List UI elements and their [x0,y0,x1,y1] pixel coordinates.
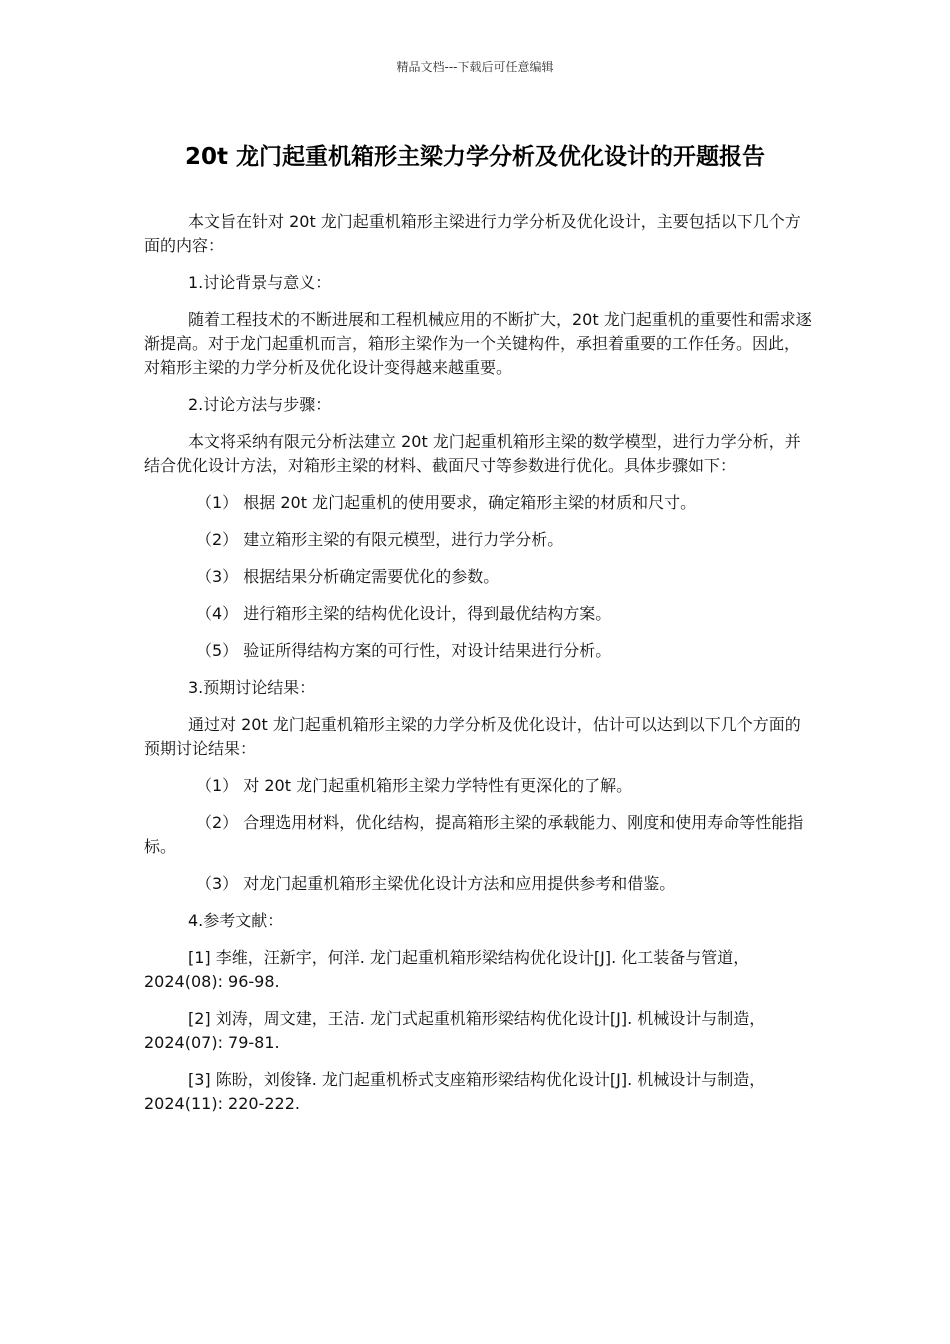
section-heading-references: 4.参考文献： [188,911,284,930]
document-title: 20t 龙门起重机箱形主梁力学分析及优化设计的开题报告 [184,144,765,170]
section-heading-methods: 2.讨论方法与步骤： [188,395,332,414]
result-item: （1） 对 20t 龙门起重机箱形主梁力学特性有更深化的了解。 [196,776,633,795]
background-paragraph: 随着工程技术的不断进展和工程机械应用的不断扩大，20t 龙门起重机的重要性和需求逐渐提高。对于龙门起重机而言，箱形主梁作为一个关键构件，承担着重要的工作任务。因此，对箱形主梁的力学分析及优化设计变得越来越重要。 [144,310,812,377]
method-step-item: （3） 根据结果分析确定需要优化的参数。 [196,567,500,586]
methods-paragraph: 本文将采纳有限元分析法建立 20t 龙门起重机箱形主梁的数学模型，进行力学分析，并结合优化设计方法，对箱形主梁的材料、截面尺寸等参数进行优化。具体步骤如下： [144,432,801,475]
method-step-item: （5） 验证所得结构方案的可行性，对设计结果进行分析。 [196,641,612,660]
reference-item: [3] 陈盼，刘俊锋. 龙门起重机桥式支座箱形梁结构优化设计[J]. 机械设计与制造，2024(11): 220-222. [144,1070,766,1113]
method-step-item: （2） 建立箱形主梁的有限元模型，进行力学分析。 [196,530,564,549]
section-heading-background: 1.讨论背景与意义： [188,273,332,292]
result-item: （2） 合理选用材料，优化结构，提高箱形主梁的承载能力、刚度和使用寿命等性能指标。 [144,813,804,856]
reference-item: [2] 刘涛，周文建，王洁. 龙门式起重机箱形梁结构优化设计[J]. 机械设计与制造，2024(07): 79-81. [144,1009,766,1052]
method-step-item: （4） 进行箱形主梁的结构优化设计，得到最优结构方案。 [196,604,612,623]
intro-paragraph: 本文旨在针对 20t 龙门起重机箱形主梁进行力学分析及优化设计，主要包括以下几个方面的内容： [144,212,801,255]
method-step-item: （1） 根据 20t 龙门起重机的使用要求，确定箱形主梁的材质和尺寸。 [196,493,697,512]
document-body [144,210,814,1129]
result-item: （3） 对龙门起重机箱形主梁优化设计方法和应用提供参考和借鉴。 [196,874,676,893]
reference-item: [1] 李维，汪新宇，何洋. 龙门起重机箱形梁结构优化设计[J]. 化工装备与管道，2024(08): 96-98. [144,948,750,991]
results-paragraph: 通过对 20t 龙门起重机箱形主梁的力学分析及优化设计，估计可以达到以下几个方面的预期讨论结果： [144,715,801,758]
section-heading-results: 3.预期讨论结果： [188,678,316,697]
header-note: 精品文档---下载后可任意编辑 [396,60,554,74]
